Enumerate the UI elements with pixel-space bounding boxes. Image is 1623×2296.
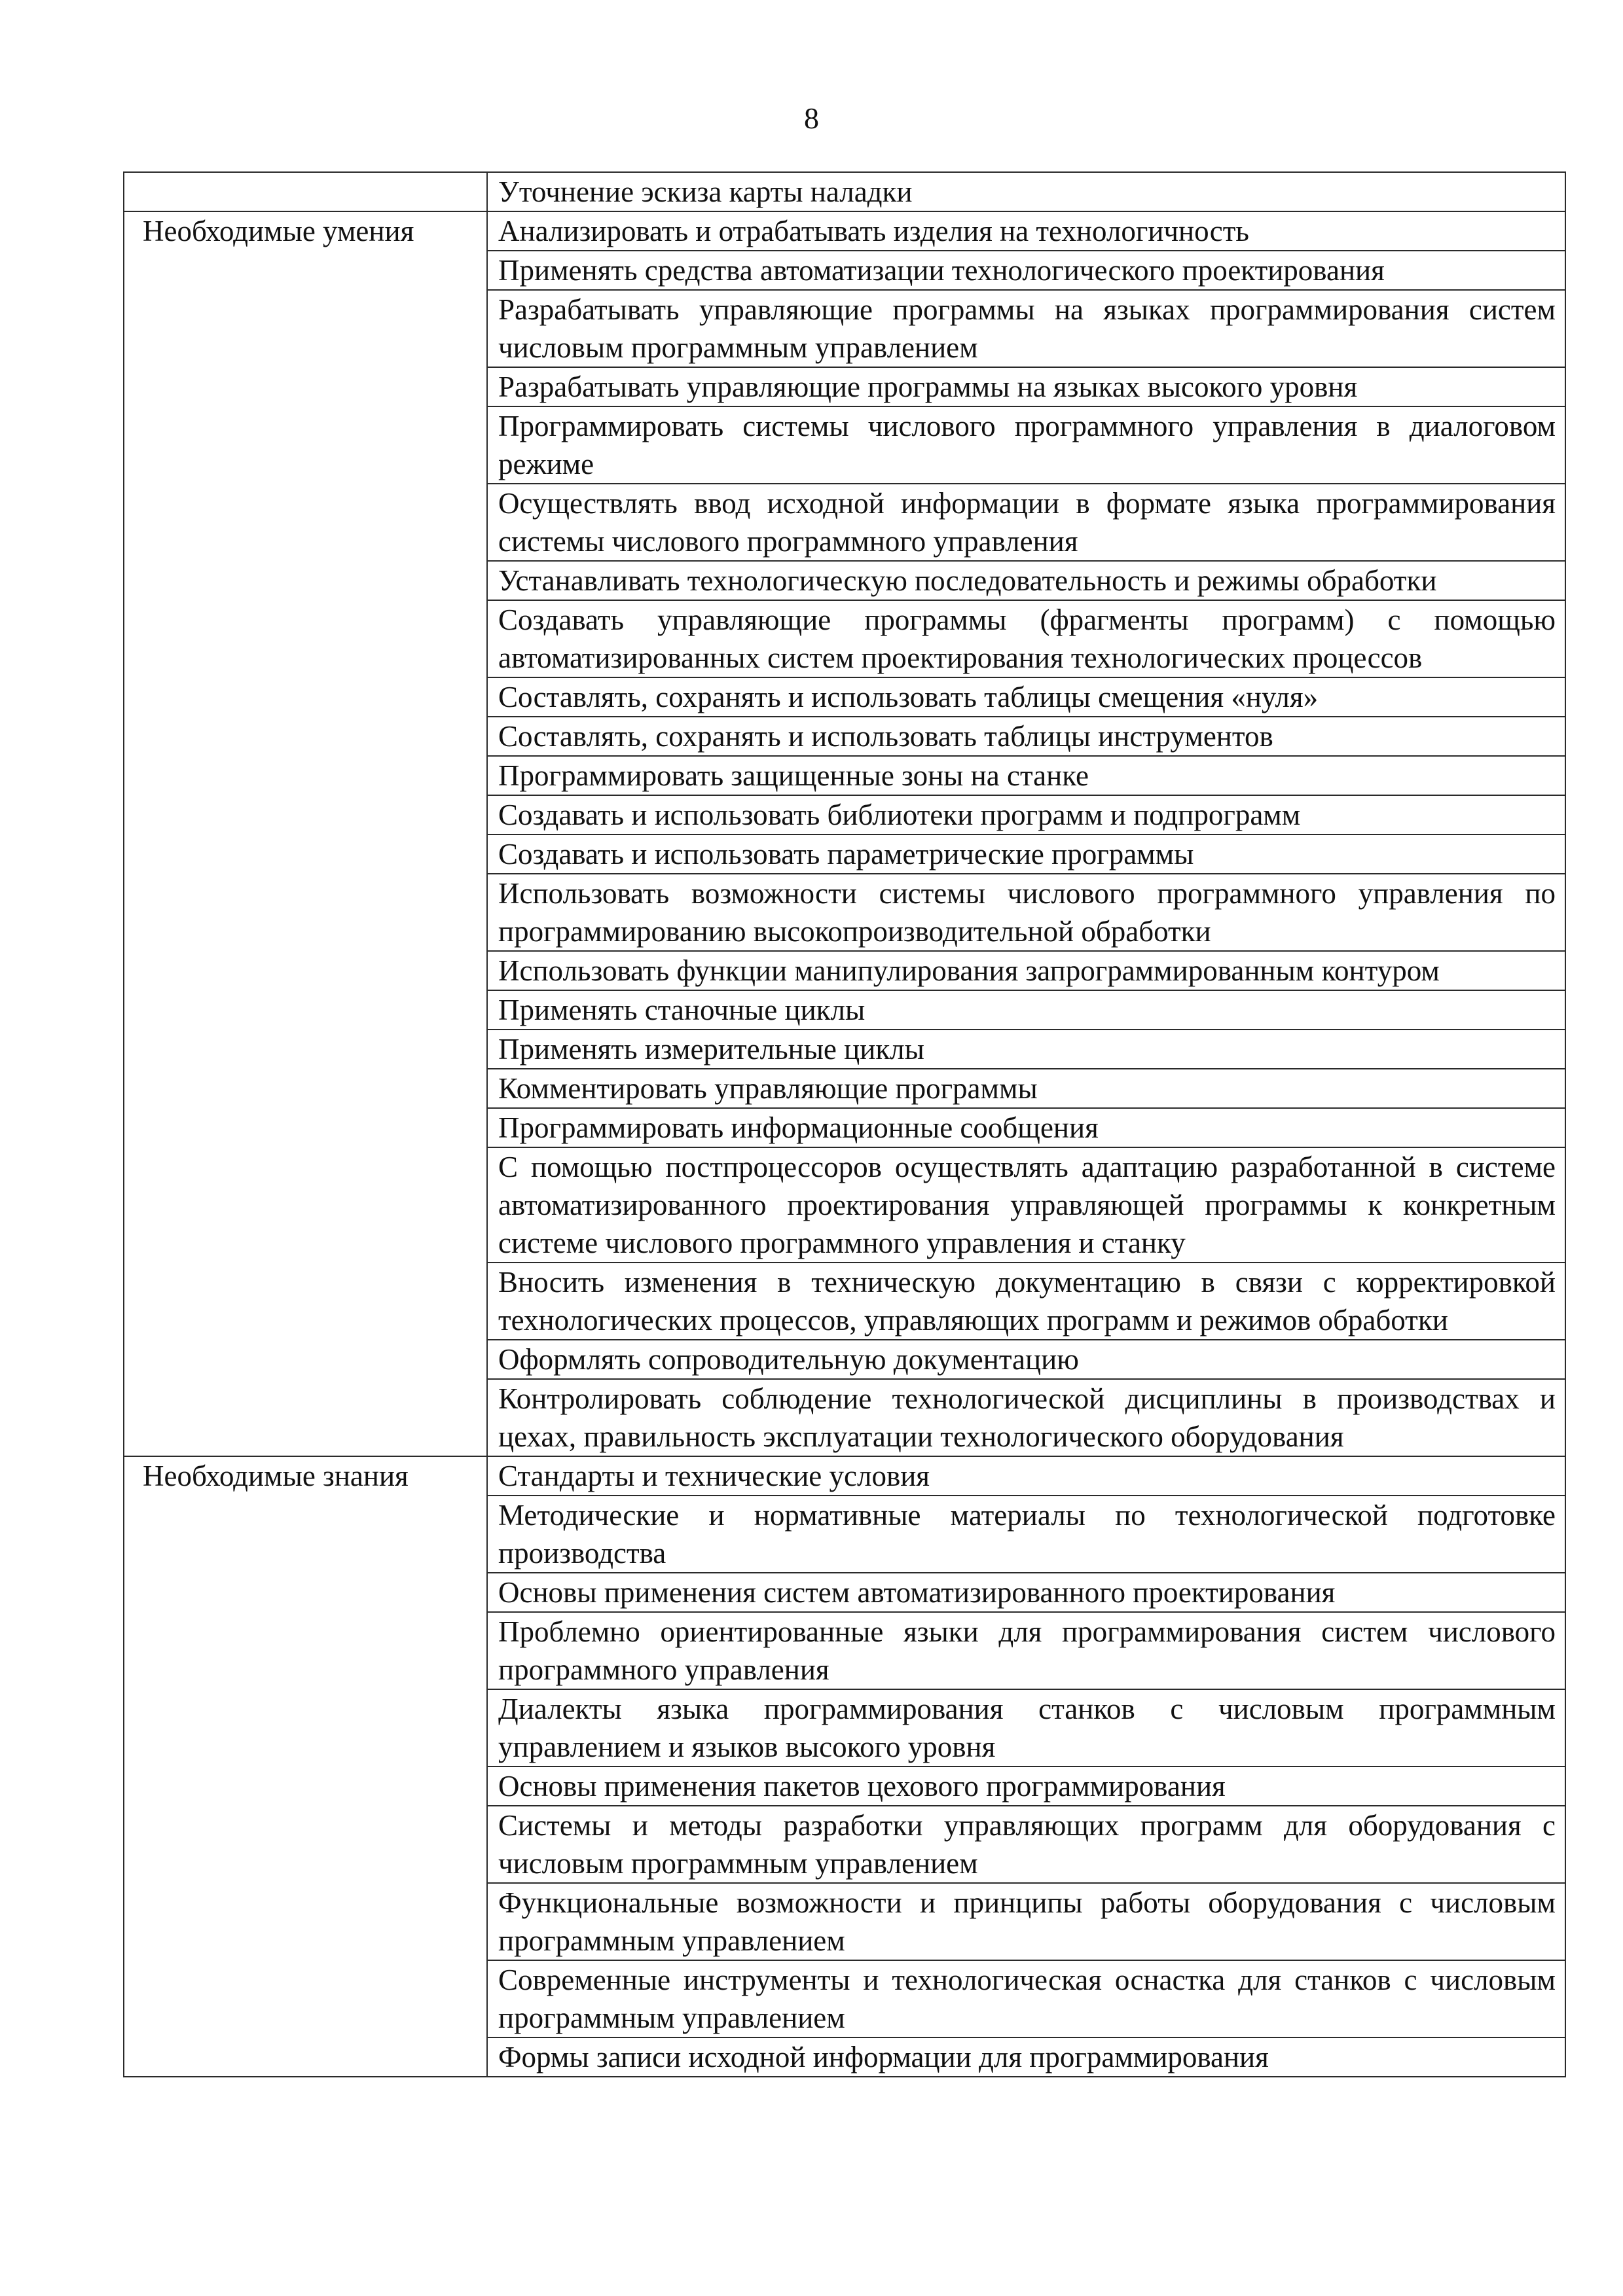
table-row — [124, 1573, 1565, 1612]
table-row — [124, 1767, 1565, 1806]
table-row — [124, 756, 1565, 795]
row-category-label — [124, 717, 487, 756]
table-row — [124, 874, 1565, 951]
table-row — [124, 251, 1565, 290]
row-category-label — [124, 834, 487, 874]
row-category-label — [124, 290, 487, 367]
table-row — [124, 367, 1565, 406]
row-category-label — [124, 1573, 487, 1612]
row-category-label — [124, 1030, 487, 1069]
row-category-label — [124, 951, 487, 990]
table-row — [124, 677, 1565, 717]
row-item-text: Составлять, сохранять и использовать таблицы смещения «нуля» — [487, 677, 1565, 717]
row-item-text: Уточнение эскиза карты наладки — [487, 172, 1565, 211]
table-row — [124, 2037, 1565, 2077]
row-category-label — [124, 561, 487, 600]
row-item-text: С помощью постпроцессоров осуществлять адаптацию разработанной в системе автоматизированного проектирования управляющей программы к конкретным системе числового программного управления и станку — [487, 1147, 1565, 1263]
table-row — [124, 290, 1565, 367]
row-category-label — [124, 990, 487, 1030]
row-item-text: Анализировать и отрабатывать изделия на технологичность — [487, 211, 1565, 251]
row-item-text: Программировать информационные сообщения — [487, 1108, 1565, 1147]
row-category-label — [124, 484, 487, 561]
table-row — [124, 717, 1565, 756]
table-row — [124, 211, 1565, 251]
table-row — [124, 1340, 1565, 1379]
row-item-text: Программировать системы числового программного управления в диалоговом режиме — [487, 406, 1565, 484]
row-item-text: Методические и нормативные материалы по технологической подготовке производства — [487, 1496, 1565, 1573]
table-row — [124, 172, 1565, 211]
row-item-text: Осуществлять ввод исходной информации в формате языка программирования системы числового программного управления — [487, 484, 1565, 561]
table-row — [124, 1689, 1565, 1767]
table-row — [124, 484, 1565, 561]
page-number: 8 — [804, 101, 819, 135]
row-category-label — [124, 1767, 487, 1806]
row-item-text: Формы записи исходной информации для программирования — [487, 2037, 1565, 2077]
row-category-label — [124, 795, 487, 834]
row-item-text: Создавать и использовать параметрические программы — [487, 834, 1565, 874]
table-row — [124, 561, 1565, 600]
row-category-label — [124, 1147, 487, 1263]
row-category-label: Необходимые знания — [124, 1456, 487, 1496]
row-item-text: Создавать управляющие программы (фрагменты программ) с помощью автоматизированных систем проектирования технологических процессов — [487, 600, 1565, 677]
row-item-text: Диалекты языка программирования станков с числовым программным управлением и языков высокого уровня — [487, 1689, 1565, 1767]
row-item-text: Вносить изменения в техническую документацию в связи с корректировкой технологических процессов, управляющих программ и режимов обработки — [487, 1263, 1565, 1340]
row-item-text: Разрабатывать управляющие программы на языках высокого уровня — [487, 367, 1565, 406]
requirements-table — [123, 171, 1566, 2077]
row-item-text: Устанавливать технологическую последовательность и режимы обработки — [487, 561, 1565, 600]
table-row — [124, 1379, 1565, 1456]
row-item-text: Применять измерительные циклы — [487, 1030, 1565, 1069]
row-item-text: Комментировать управляющие программы — [487, 1069, 1565, 1108]
row-category-label — [124, 1379, 487, 1456]
row-category-label — [124, 1263, 487, 1340]
table-row — [124, 406, 1565, 484]
table-row — [124, 795, 1565, 834]
row-category-label — [124, 406, 487, 484]
row-category-label — [124, 367, 487, 406]
table-row — [124, 1263, 1565, 1340]
table-row — [124, 1612, 1565, 1689]
row-category-label — [124, 1960, 487, 2037]
row-item-text: Современные инструменты и технологическая оснастка для станков с числовым программным управлением — [487, 1960, 1565, 2037]
row-item-text: Применять средства автоматизации технологического проектирования — [487, 251, 1565, 290]
table-row — [124, 1806, 1565, 1883]
table-row — [124, 600, 1565, 677]
row-category-label — [124, 874, 487, 951]
row-category-label — [124, 677, 487, 717]
row-item-text: Использовать функции манипулирования запрограммированным контуром — [487, 951, 1565, 990]
row-category-label — [124, 1689, 487, 1767]
row-category-label — [124, 1108, 487, 1147]
row-item-text: Функциональные возможности и принципы работы оборудования с числовым программным управлением — [487, 1883, 1565, 1960]
row-item-text: Применять станочные циклы — [487, 990, 1565, 1030]
row-item-text: Использовать возможности системы числового программного управления по программированию высокопроизводительной обработки — [487, 874, 1565, 951]
row-category-label — [124, 2037, 487, 2077]
row-category-label — [124, 600, 487, 677]
table-row — [124, 951, 1565, 990]
row-category-label — [124, 1612, 487, 1689]
table-row — [124, 1456, 1565, 1496]
requirements-table-body — [124, 172, 1565, 2077]
row-item-text: Основы применения систем автоматизированного проектирования — [487, 1573, 1565, 1612]
table-row — [124, 1147, 1565, 1263]
row-item-text: Составлять, сохранять и использовать таблицы инструментов — [487, 717, 1565, 756]
table-row — [124, 990, 1565, 1030]
row-category-label — [124, 251, 487, 290]
row-category-label: Необходимые умения — [124, 211, 487, 251]
table-row — [124, 1069, 1565, 1108]
row-category-label — [124, 1883, 487, 1960]
row-category-label — [124, 1069, 487, 1108]
row-item-text: Программировать защищенные зоны на станке — [487, 756, 1565, 795]
table-row — [124, 1496, 1565, 1573]
row-item-text: Проблемно ориентированные языки для программирования систем числового программного управления — [487, 1612, 1565, 1689]
row-item-text: Контролировать соблюдение технологической дисциплины в производствах и цехах, правильность эксплуатации технологического оборудования — [487, 1379, 1565, 1456]
table-row — [124, 834, 1565, 874]
table-row — [124, 1108, 1565, 1147]
table-row — [124, 1960, 1565, 2037]
row-category-label — [124, 1340, 487, 1379]
row-item-text: Стандарты и технические условия — [487, 1456, 1565, 1496]
row-item-text: Оформлять сопроводительную документацию — [487, 1340, 1565, 1379]
row-category-label — [124, 1496, 487, 1573]
row-category-label — [124, 1806, 487, 1883]
row-item-text: Разрабатывать управляющие программы на языках программирования систем числовым программным управлением — [487, 290, 1565, 367]
table-row — [124, 1883, 1565, 1960]
row-item-text: Основы применения пакетов цехового программирования — [487, 1767, 1565, 1806]
row-item-text: Создавать и использовать библиотеки программ и подпрограмм — [487, 795, 1565, 834]
row-item-text: Системы и методы разработки управляющих программ для оборудования с числовым программным управлением — [487, 1806, 1565, 1883]
row-category-label — [124, 172, 487, 211]
table-row — [124, 1030, 1565, 1069]
row-category-label — [124, 756, 487, 795]
